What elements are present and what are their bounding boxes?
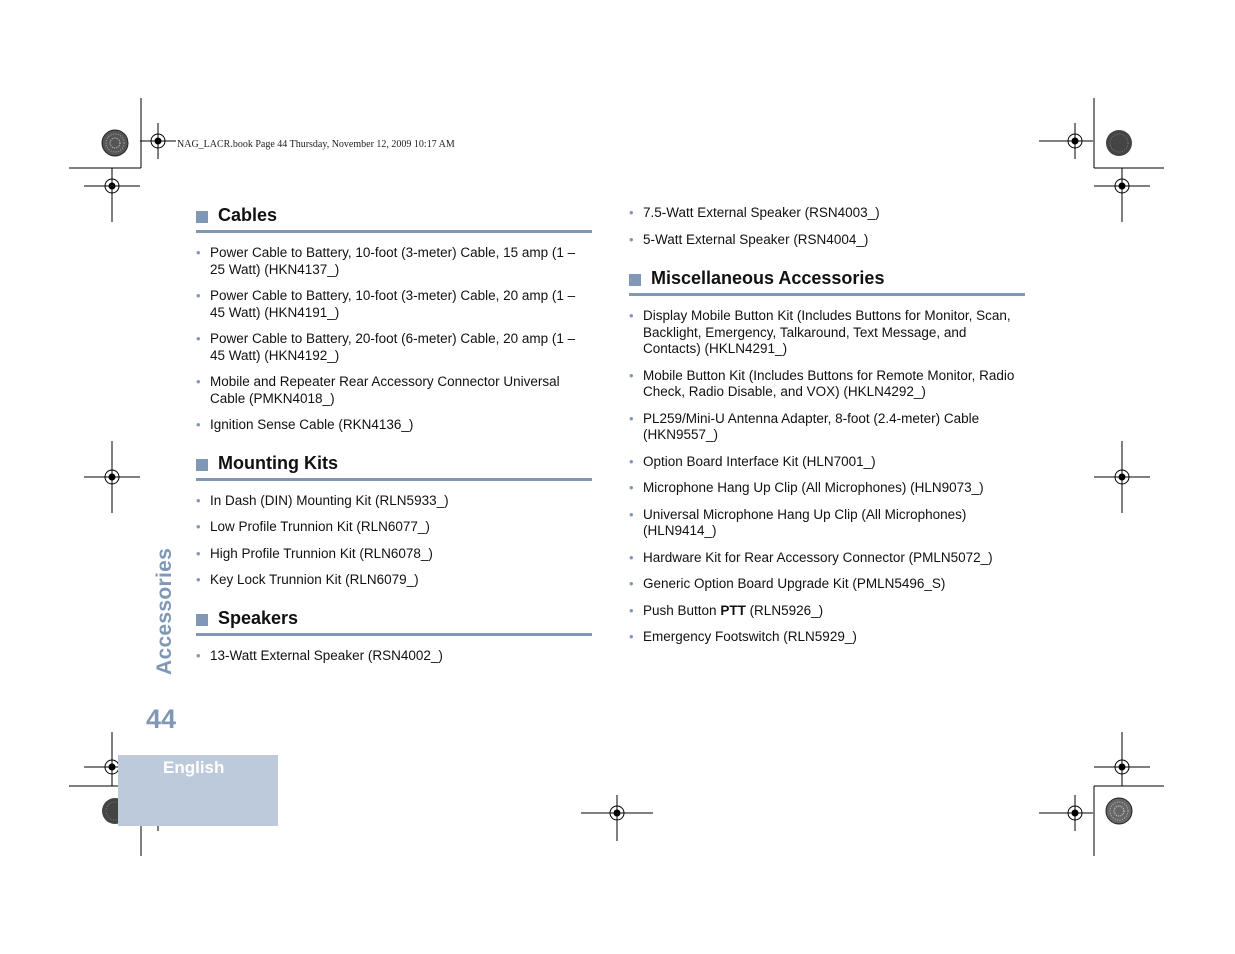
section-cables — [196, 205, 592, 434]
list-item: • Emergency Footswitch (RLN5929_) — [629, 629, 1025, 646]
item-text-prefix: Push Button — [643, 602, 721, 618]
section-speakers — [196, 608, 592, 665]
section-heading — [629, 268, 1025, 296]
list-item: • PL259/Mini-U Antenna Adapter, 8-foot (2.4-meter) Cable (HKN9557_) — [629, 411, 1025, 444]
list-item: • Power Cable to Battery, 10-foot (3-meter) Cable, 20 amp (1 – 45 Watt) (HKN4191_) — [196, 288, 592, 321]
list-item: • 5-Watt External Speaker (RSN4004_) — [629, 232, 1025, 249]
heading-text: Mounting Kits — [218, 452, 338, 473]
crosshair-target — [1039, 795, 1093, 831]
list-item: • Mobile Button Kit (Includes Buttons for Remote Monitor, Radio Check, Radio Disable, and VOX) (HKLN4292_) — [629, 368, 1025, 401]
heading-square-icon — [196, 211, 208, 223]
section-tab-label: Accessories — [153, 547, 176, 675]
list-item: • Hardware Kit for Rear Accessory Connector (PMLN5072_) — [629, 550, 1025, 567]
heading-text: Miscellaneous Accessories — [651, 268, 885, 288]
heading-text: Cables — [218, 205, 278, 225]
list-item: • Ignition Sense Cable (RKN4136_) — [196, 417, 592, 434]
item-list — [196, 245, 592, 434]
item-text-suffix: (RLN5926_) — [745, 602, 824, 618]
list-item: • Key Lock Trunnion Kit (RLN6079_) — [196, 572, 592, 589]
file-info-header: NAG_LACR.book Page 44 Thursday, November 12, 2009 10:17 AM — [177, 139, 455, 150]
list-item-push-button — [629, 603, 1025, 620]
list-item: • Mobile and Repeater Rear Accessory Connector Universal Cable (PMKN4018_) — [196, 374, 592, 407]
list-item: • 13-Watt External Speaker (RSN4002_) — [196, 648, 592, 665]
section-mounting-kits — [196, 453, 592, 589]
ptt-label: PTT — [720, 602, 746, 618]
list-item: • Low Profile Trunnion Kit (RLN6077_) — [196, 519, 592, 536]
list-item: • Microphone Hang Up Clip (All Microphones) (HLN9073_) — [629, 480, 1025, 497]
list-item: • Generic Option Board Upgrade Kit (PMLN5496_S) — [629, 576, 1025, 593]
list-item: • In Dash (DIN) Mounting Kit (RLN5933_) — [196, 493, 592, 510]
list-item: • Power Cable to Battery, 20-foot (6-meter) Cable, 20 amp (1 – 45 Watt) (HKN4192_) — [196, 331, 592, 364]
list-item: • High Profile Trunnion Kit (RLN6078_) — [196, 546, 592, 563]
list-item: • Option Board Interface Kit (HLN7001_) — [629, 454, 1025, 471]
item-list — [196, 493, 592, 589]
crosshair-target — [581, 795, 653, 841]
crosshair-target — [1094, 749, 1150, 785]
section-heading — [196, 608, 592, 636]
crosshair-target — [84, 168, 140, 204]
heading-square-icon — [196, 459, 208, 471]
list-item: • Power Cable to Battery, 10-foot (3-meter) Cable, 15 amp (1 – 25 Watt) (HKN4137_) — [196, 245, 592, 278]
crosshair-target — [1094, 168, 1150, 204]
section-heading — [196, 205, 592, 233]
list-item: • Universal Microphone Hang Up Clip (All Microphones) (HLN9414_) — [629, 507, 1025, 540]
page-number: 44 — [146, 704, 177, 734]
heading-text: Speakers — [218, 607, 299, 628]
starburst-disc — [1106, 130, 1132, 156]
list-item: • 7.5-Watt External Speaker (RSN4003_) — [629, 205, 1025, 222]
heading-square-icon — [196, 614, 208, 626]
section-heading — [196, 453, 592, 481]
language-label: English — [163, 758, 225, 777]
item-list — [629, 308, 1025, 646]
crosshair-target — [140, 123, 176, 159]
section-misc-accessories — [629, 268, 1025, 646]
crosshair-target — [1094, 441, 1150, 513]
right-column — [629, 205, 1025, 665]
crosshair-target — [1039, 123, 1093, 159]
starburst-disc — [102, 130, 128, 156]
crosshair-target — [84, 441, 140, 513]
speakers-continued-list — [629, 205, 1025, 248]
list-item: • Display Mobile Button Kit (Includes Buttons for Monitor, Scan, Backlight, Emergency, Talkaround, Text Message, and Contacts) (HKLN4291_) — [629, 308, 1025, 358]
heading-square-icon — [629, 274, 641, 286]
item-list — [196, 648, 592, 665]
starburst-disc — [1106, 798, 1132, 824]
left-column — [196, 205, 592, 683]
